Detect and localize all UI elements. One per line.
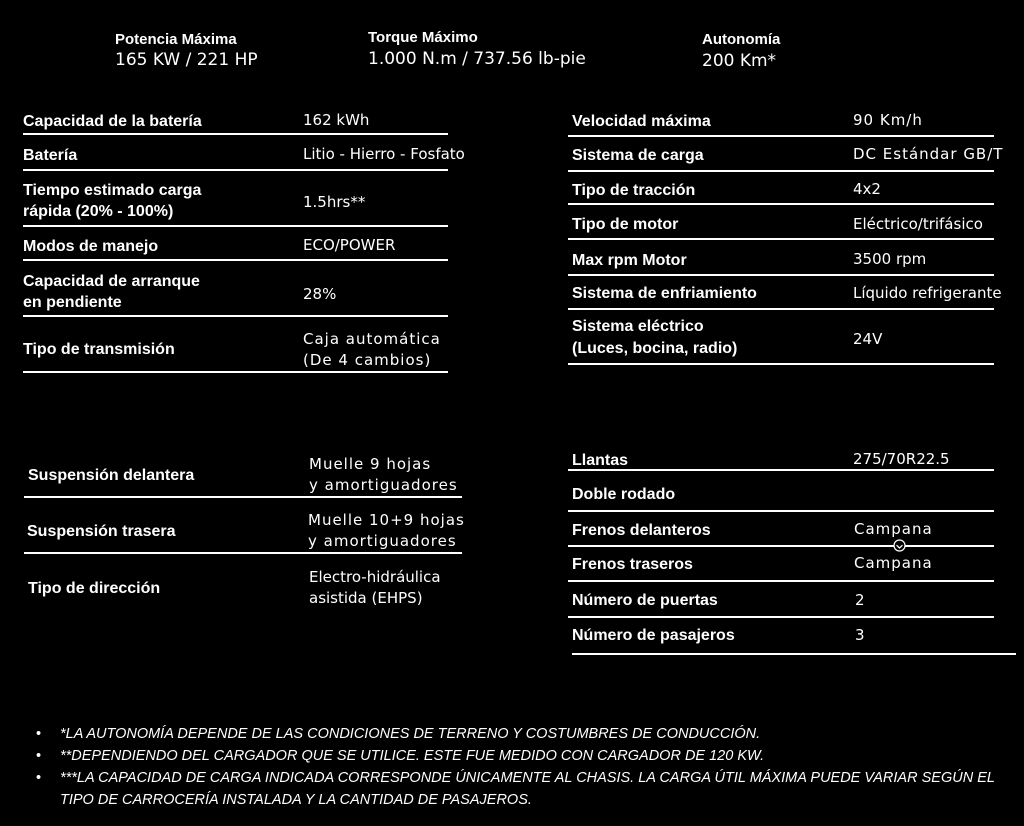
row-divider — [568, 274, 994, 276]
row-label: Doble rodado — [572, 486, 676, 503]
row-label: Tiempo estimado carga — [23, 182, 202, 199]
row-label: Número de pasajeros — [572, 627, 735, 644]
row-value: Electro-hidráulica — [309, 568, 441, 586]
footnote: • ***LA CAPACIDAD DE CARGA INDICADA CORRESPONDE ÚNICAMENTE AL CHASIS. LA CARGA ÚTIL MÁXIMA PUEDE VARIAR SEGÚN EL TIPO DE CARROCERÍA INSTALADA Y LA CANTIDAD DE PASAJEROS. — [36, 767, 1016, 811]
row-value: Líquido refrigerante — [853, 284, 1002, 302]
row-divider — [568, 510, 994, 512]
row-label: Sistema de enfriamiento — [572, 285, 757, 302]
row-value: 4x2 — [853, 180, 881, 198]
footnote: • *LA AUTONOMÍA DEPENDE DE LAS CONDICIONES DE TERRENO Y COSTUMBRES DE CONDUCCIÓN. — [36, 723, 1016, 745]
row-label: Capacidad de la batería — [23, 113, 202, 130]
row-value: Campana — [854, 520, 933, 538]
row-divider — [568, 135, 994, 137]
row-divider — [568, 308, 994, 310]
row-value: Eléctrico/trifásico — [853, 215, 983, 233]
row-label: Frenos traseros — [572, 556, 693, 573]
highlight-value: 200 Km* — [702, 51, 777, 71]
divider-mark-icon — [893, 539, 906, 552]
row-divider — [23, 169, 448, 171]
row-divider — [568, 170, 994, 172]
row-value: 162 kWh — [303, 111, 370, 129]
row-value: asistida (EHPS) — [309, 589, 423, 607]
row-divider — [568, 363, 994, 365]
row-value: 28% — [303, 285, 337, 303]
row-value: 1.5hrs** — [303, 193, 366, 211]
row-label: Tipo de tracción — [572, 182, 696, 199]
row-divider — [568, 545, 994, 547]
row-label: Suspensión delantera — [28, 467, 195, 484]
row-value: DC Estándar GB/T — [853, 145, 1004, 163]
row-label: Tipo de motor — [572, 216, 679, 233]
row-divider — [24, 552, 462, 554]
row-divider — [568, 238, 994, 240]
row-label: Número de puertas — [572, 592, 718, 609]
highlight-value: 1.000 N.m / 737.56 lb-pie — [368, 49, 586, 69]
row-value: 24V — [853, 330, 883, 348]
row-divider — [23, 225, 448, 227]
row-divider — [23, 259, 448, 261]
row-value: (De 4 cambios) — [303, 351, 432, 369]
row-label: Capacidad de arranque — [23, 273, 200, 290]
row-value: 3500 rpm — [853, 250, 927, 268]
row-divider — [568, 469, 994, 471]
row-label: Llantas — [572, 452, 629, 469]
footnote: • **DEPENDIENDO DEL CARGADOR QUE SE UTILICE. ESTE FUE MEDIDO CON CARGADOR DE 120 KW. — [36, 745, 1016, 767]
row-divider — [23, 371, 448, 373]
row-label: en pendiente — [23, 294, 122, 311]
row-label: (Luces, bocina, radio) — [572, 340, 738, 357]
row-value: ECO/POWER — [303, 236, 396, 254]
row-divider — [568, 580, 994, 582]
row-label: Tipo de dirección — [28, 580, 161, 597]
row-value: Campana — [854, 554, 933, 572]
row-label: Sistema eléctrico — [572, 318, 704, 335]
row-value: Caja automática — [303, 330, 441, 348]
row-divider — [572, 653, 1016, 655]
row-value: Muelle 10+9 hojas — [308, 511, 465, 529]
row-value: 2 — [855, 591, 865, 609]
row-divider — [568, 616, 994, 618]
row-label: Max rpm Motor — [572, 252, 687, 269]
row-label: Suspensión trasera — [27, 523, 176, 540]
highlight-label: Autonomía — [702, 31, 781, 48]
highlight-label: Torque Máximo — [368, 29, 478, 46]
row-value: 3 — [855, 626, 865, 644]
row-divider — [24, 496, 462, 498]
highlight-value: 165 KW / 221 HP — [115, 50, 258, 70]
row-value: Muelle 9 hojas — [309, 455, 432, 473]
row-label: Tipo de transmisión — [23, 341, 175, 358]
highlight-label: Potencia Máxima — [115, 31, 237, 48]
row-label: Batería — [23, 147, 78, 164]
row-label: rápida (20% - 100%) — [23, 203, 174, 220]
row-value: y amortiguadores — [309, 476, 458, 494]
row-value: 90 Km/h — [853, 111, 923, 129]
row-value: Litio - Hierro - Fosfato — [303, 145, 465, 163]
row-label: Modos de manejo — [23, 238, 159, 255]
row-value: y amortiguadores — [308, 532, 457, 550]
row-label: Velocidad máxima — [572, 113, 711, 130]
row-label: Sistema de carga — [572, 147, 704, 164]
row-value: 275/70R22.5 — [853, 450, 950, 468]
row-label: Frenos delanteros — [572, 522, 711, 539]
row-divider — [23, 315, 448, 317]
row-divider — [568, 203, 994, 205]
footnotes-list — [36, 723, 1016, 811]
row-divider — [23, 133, 448, 135]
